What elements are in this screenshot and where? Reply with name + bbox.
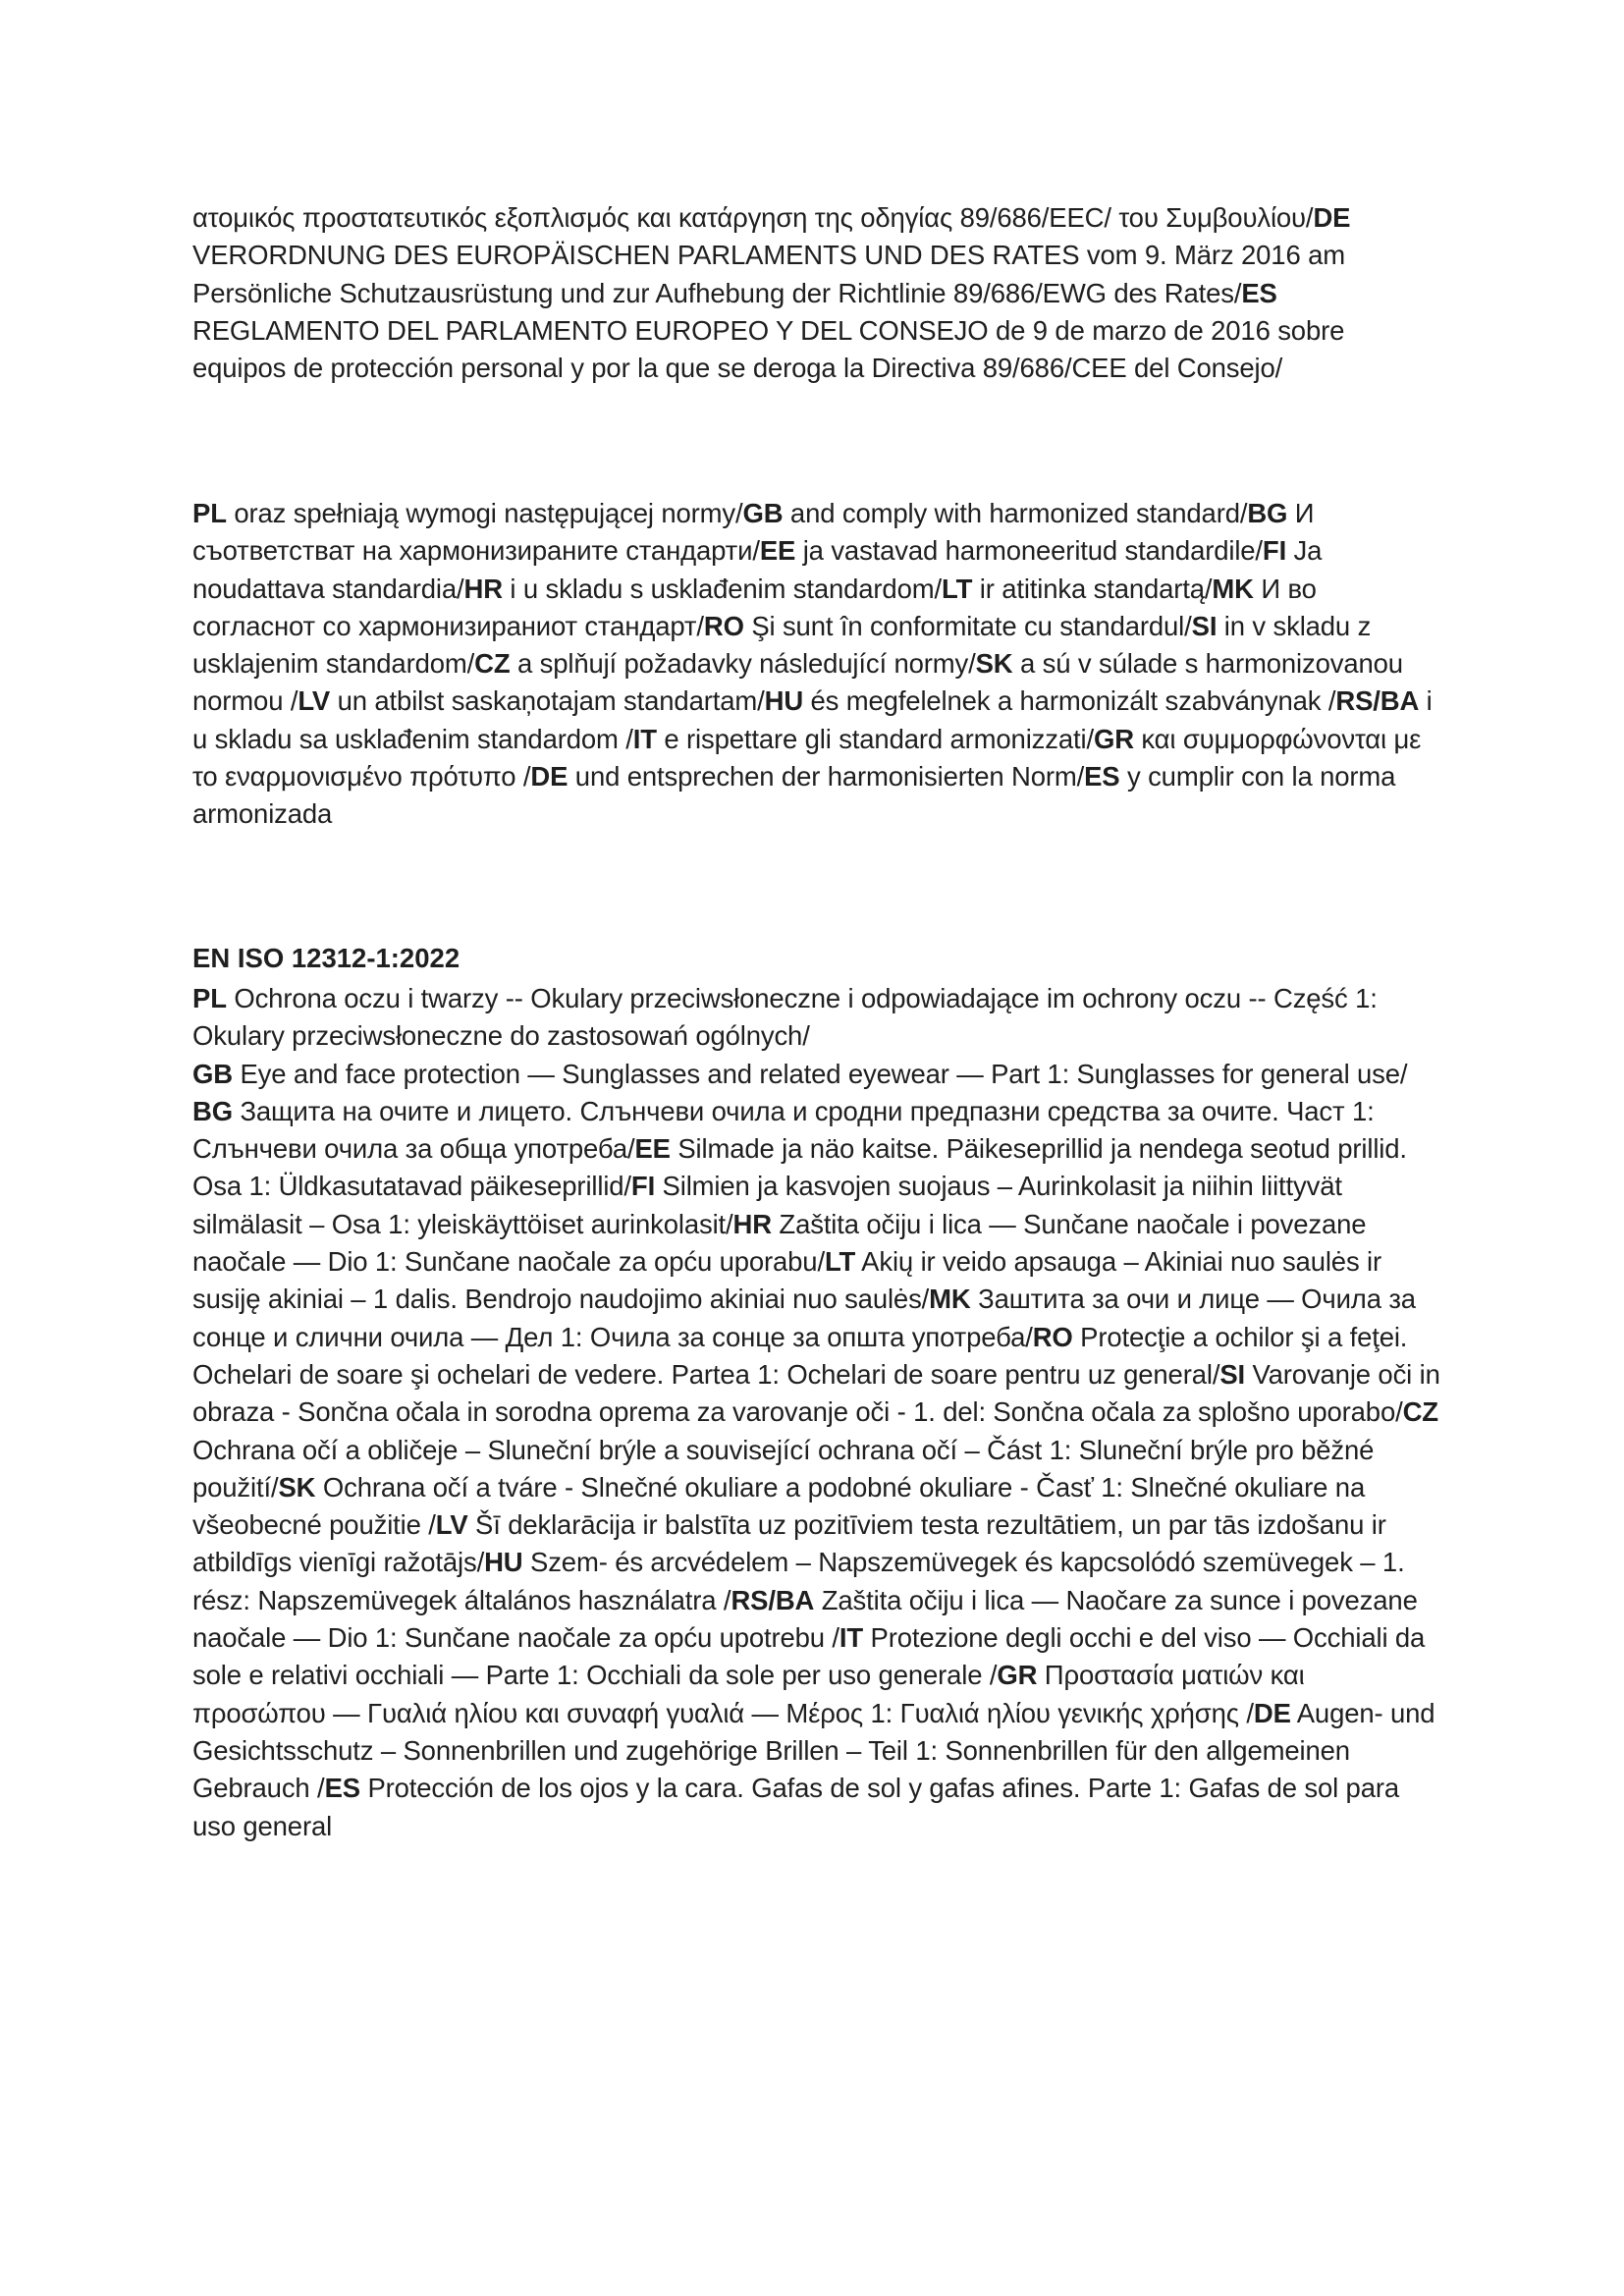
language-code: ES	[324, 1773, 360, 1804]
segment-text: und entsprechen der harmonisierten Norm/	[568, 761, 1085, 793]
language-code: PL	[192, 498, 227, 528]
language-code: DE	[530, 761, 568, 793]
language-code: SI	[1191, 610, 1218, 641]
language-code: GR	[1093, 723, 1134, 754]
language-code: RO	[703, 610, 744, 641]
language-code: LV	[435, 1509, 468, 1541]
segment-text: Ochrana očí a tváre - Slnečné okuliare a podobné okuliare - Časť 1: Slnečné okuliare na všeobecné použitie /	[192, 1471, 1366, 1541]
segment-text: Šī deklarācija ir balstīta uz pozitīviem testa rezultātiem, un par tās izdošanu ir atbildīgs vienīgi ražotājs/	[192, 1509, 1386, 1578]
language-code: LT	[941, 573, 973, 604]
segment-text: e rispettare gli standard armonizzati/	[656, 723, 1094, 754]
segment	[704, 611, 1192, 641]
segment-text: i u skladu sa usklađenim standardom /	[192, 685, 1433, 754]
language-code: HR	[463, 573, 503, 604]
language-code: LT	[824, 1246, 856, 1278]
segment	[765, 685, 1336, 716]
segment-text: REGLAMENTO DEL PARLAMENTO EUROPEO Y DEL CONSEJO de 9 de marzo de 2016 sobre equipos de protección personal y por la que se deroga la Directiva 89/686/CEE del Consejo/	[192, 314, 1345, 384]
language-code: HU	[764, 685, 804, 717]
language-code: BG	[192, 1095, 233, 1126]
segment-text: και συμμορφώνονται με το εναρμονισμένο πρότυπο /	[192, 723, 1422, 793]
segment-text: Şi sunt în conformitate cu standardul/	[743, 610, 1192, 641]
language-code: EE	[759, 535, 796, 567]
segment-text: a splňují požadavky následující normy/	[510, 648, 976, 680]
segment	[192, 1059, 1407, 1089]
segment-text: Silmien ja kasvojen suojaus – Aurinkolasit ja niihin liittyvät silmälasit – Osa 1: yleiskäyttöiset aurinkolasit/	[192, 1171, 1342, 1239]
segment-text: Ochrana očí a obličeje – Sluneční brýle a související ochrana očí – Část 1: Sluneční brýle pro běžné použití/	[192, 1434, 1375, 1503]
language-code: RO	[1032, 1321, 1073, 1352]
regulation-paragraph	[192, 199, 1441, 387]
segment-text: Zaštita očiju i lica — Sunčane naočale i povezane naočale — Dio 1: Sunčane naočale za opću uporabu/	[192, 1208, 1367, 1278]
segment-text: Akių ir veido apsauga – Akiniai nuo saulės ir susiję akiniai – 1 dalis. Bendrojo naudojimo akiniai nuo saulės/	[192, 1246, 1381, 1315]
standard-heading: EN ISO 12312-1:2022	[192, 943, 460, 973]
segment-text: Ochrona oczu i twarzy -- Okulary przeciwsłoneczne i odpowiadające im ochrony oczu -- Część 1: Okulary przeciwsłoneczne do zastosowań ogólnych/	[192, 983, 1378, 1052]
language-code: DE	[1253, 1697, 1291, 1728]
segment	[192, 1773, 1399, 1840]
segment-text: Заштита за очи и лице — Очила за сонце и слични очила — Дел 1: Очила за сонце за општа употреба/	[192, 1284, 1416, 1352]
segment-text: Ja noudattava standardia/	[192, 535, 1323, 604]
segment-intro	[192, 202, 1313, 233]
language-code: IT	[632, 723, 657, 754]
language-code: GR	[997, 1660, 1038, 1691]
language-code: HR	[732, 1208, 772, 1239]
segment	[464, 574, 942, 604]
language-code: ES	[1084, 761, 1120, 793]
segment	[192, 498, 742, 528]
language-code: CZ	[1402, 1396, 1438, 1428]
language-code: BG	[1247, 498, 1288, 528]
segment	[530, 761, 1084, 792]
language-code: GB	[192, 1058, 233, 1089]
segment	[633, 724, 1094, 754]
segment	[474, 648, 975, 679]
segment-text: a sú v súlade s harmonizovanou normou /	[192, 648, 1403, 717]
segment-text: Protecţie a ochilor şi a feţei. Ochelari de soare şi ochelari de vedere. Partea 1: Ochelari de soare pentru uz general/	[192, 1321, 1408, 1390]
segment-text: Protezione degli occhi e del viso — Occhiali da sole e relativi occhiali — Parte 1: Occhiali da sole per uso generale /	[192, 1622, 1426, 1691]
segment-text: ir atitinka standartą/	[972, 573, 1213, 604]
segment-text: Προστασία ματιών και προσώπου — Γυαλιά ηλίου και συναφή γυαλιά — Μέρος 1: Γυαλιά ηλίου γενικής χρήσης /	[192, 1660, 1305, 1728]
segment-text: Zaštita očiju i lica — Naočare za sunce i povezane naočale — Dio 1: Sunčane naočale za opću upotrebu /	[192, 1584, 1418, 1654]
compliance-paragraph	[192, 495, 1441, 834]
segment-text: i u skladu s usklađenim standardom/	[502, 573, 942, 604]
language-code: SI	[1219, 1358, 1245, 1390]
segment-text: in v skladu z usklajenim standardom/	[192, 610, 1372, 680]
segment-text: Varovanje oči in obraza - Sončna očala in sorodna oprema za varovanje oči - 1. del: Sončna očala za splošno uporabo/	[192, 1358, 1440, 1428]
language-code: GB	[742, 498, 784, 528]
language-code: FI	[630, 1171, 656, 1202]
segment	[742, 498, 1247, 528]
segment	[760, 535, 1263, 566]
segment-text: ατομικός προστατευτικός εξοπλισμός και κατάργηση της οδηγίας 89/686/EEC/ του Συμβουλίου/	[192, 202, 1314, 233]
language-code: HU	[484, 1547, 523, 1578]
segment-text: és megfelelnek a harmonizált szabványnak /	[803, 685, 1336, 717]
language-code: MK	[1212, 573, 1254, 604]
segment-text: ja vastavad harmoneeritud standardile/	[795, 535, 1263, 567]
language-code: FI	[1262, 535, 1287, 567]
language-code: MK	[929, 1284, 971, 1315]
segment-text: И съответстват на хармонизираните стандарти/	[192, 498, 1315, 567]
segment-text: oraz spełniają wymogi następującej normy/	[226, 498, 743, 528]
segment-text: Szem- és arcvédelem – Napszemüvegek és kapcsolódó szemüvegek – 1. rész: Napszemüvegek általános használatra /	[192, 1547, 1405, 1615]
language-code: IT	[839, 1622, 864, 1654]
language-code: PL	[192, 983, 227, 1013]
language-code: SK	[975, 648, 1013, 680]
segment-text: Protección de los ojos y la cara. Gafas de sol y gafas afines. Parte 1: Gafas de sol para uso general	[192, 1773, 1400, 1841]
language-code: ES	[1241, 277, 1277, 308]
standard-title-paragraph	[192, 980, 1441, 1845]
segment-text: Eye and face protection — Sunglasses and related eyewear — Part 1: Sunglasses for general use/	[232, 1058, 1408, 1089]
segment	[942, 574, 1212, 604]
language-code: SK	[278, 1471, 316, 1503]
segment-text: un atbilst saskaņotajam standartam/	[330, 685, 765, 717]
language-code: CZ	[474, 648, 511, 680]
language-code: RS/BA	[731, 1584, 815, 1615]
segment-text: and comply with harmonized standard/	[783, 498, 1248, 528]
segment	[298, 685, 764, 716]
language-code: DE	[1313, 202, 1351, 233]
segment-text: И во согласнот со хармонизираниот стандарт/	[192, 573, 1317, 641]
segment-text: y cumplir con la norma armonizada	[192, 761, 1396, 830]
language-code: RS/BA	[1335, 685, 1420, 717]
segment-text: Защита на очите и лицето. Слънчеви очила и сродни предпазни средства за очите. Част 1: Слънчеви очила за обща употреба/	[192, 1095, 1375, 1165]
segment-text: Silmade ja näo kaitse. Päikeseprillid ja nendega seotud prillid. Osa 1: Üldkasutatavad päikeseprillid/	[192, 1133, 1407, 1202]
language-code: LV	[298, 685, 331, 717]
language-code: EE	[634, 1133, 671, 1165]
segment-text: VERORDNUNG DES EUROPÄISCHEN PARLAMENTS UND DES RATES vom 9. März 2016 am Persönliche Schutzausrüstung und zur Aufhebung der Richtlinie 89/686/EWG des Rates/	[192, 240, 1345, 308]
segment	[192, 983, 1378, 1051]
segment-text: Augen- und Gesichtsschutz – Sonnenbrillen und zugehörige Brillen – Teil 1: Sonnenbrillen für den allgemeinen Gebrauch /	[192, 1697, 1435, 1804]
